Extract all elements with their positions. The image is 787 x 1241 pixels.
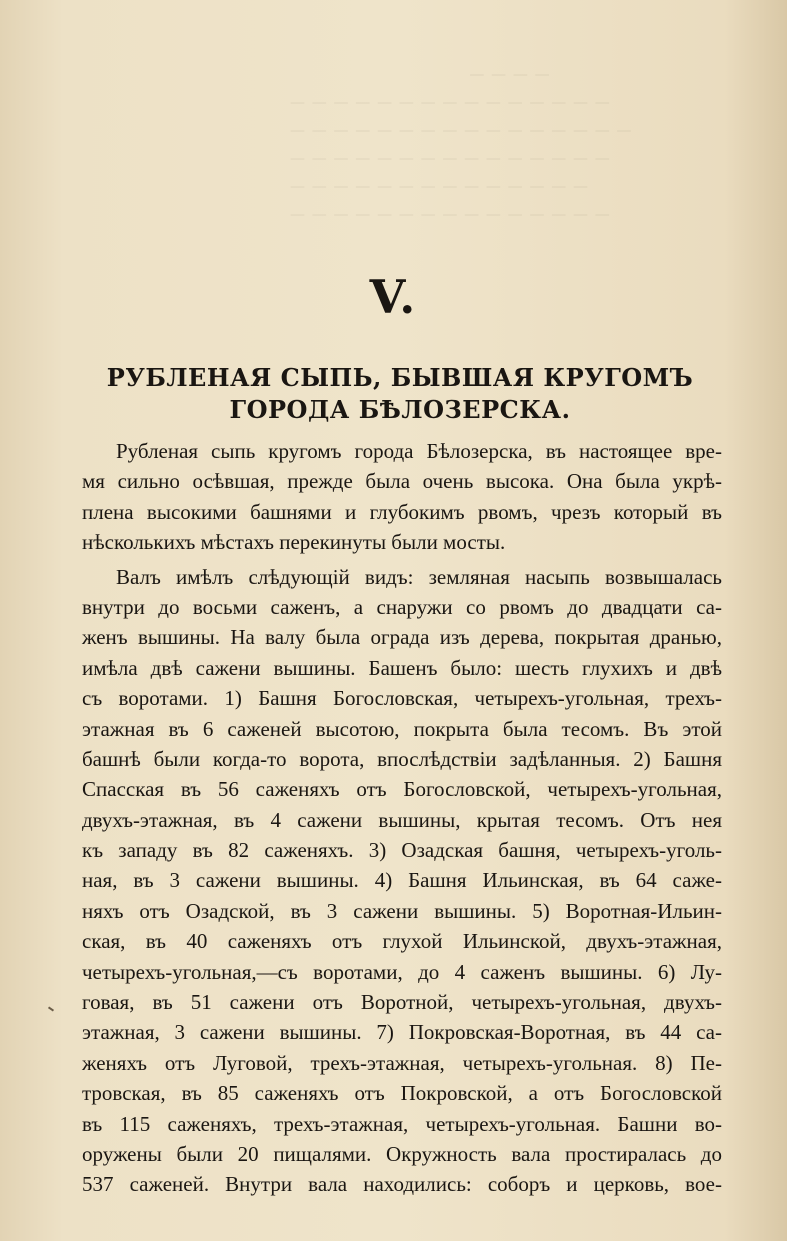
text-line: съ воротами. 1) Башня Богословская, четырехъ-угольная, трехъ-	[82, 686, 722, 711]
text-line: этажная, 3 сажени вышины. 7) Покровская-Воротная, въ 44 са-	[82, 1020, 722, 1045]
heading-line: ГОРОДА БѢЛОЗЕРСКА.	[229, 395, 571, 424]
text-line: женяхъ отъ Луговой, трехъ-этажная, четырехъ-угольная. 8) Пе-	[82, 1050, 722, 1075]
text-line: Спасская въ 56 саженяхъ отъ Богословской, четырехъ-угольная,	[82, 777, 722, 802]
text-line: женъ вышины. На валу была ограда изъ дерева, покрытая дранью,	[82, 625, 722, 650]
text-line: ская, въ 40 саженяхъ отъ глухой Ильинской, двухъ-этажная,	[82, 929, 722, 954]
margin-mark	[48, 1006, 54, 1011]
text-line: оружены были 20 пищалями. Окружность вала простиралась до	[82, 1141, 722, 1166]
text-line: этажная въ 6 саженей высотою, покрыта была тесомъ. Въ этой	[82, 716, 722, 741]
text-line: къ западу въ 82 саженяхъ. 3) Озадская башня, четырехъ-уголь-	[82, 838, 722, 863]
paragraph	[82, 562, 722, 1200]
text-line: нѣсколькихъ мѣстахъ перекинуты были мосты.	[82, 530, 506, 555]
text-line: 537 саженей. Внутри вала находились: соборъ и церковь, вое-	[82, 1172, 722, 1197]
text-line: въ 115 саженяхъ, трехъ-этажная, четырехъ-угольная. Башни во-	[82, 1111, 722, 1136]
text-line: четырехъ-угольная,—съ воротами, до 4 саженъ вышины. 6) Лу-	[82, 959, 722, 984]
text-line: башнѣ были когда-то ворота, впослѣдствіи задѣланныя. 2) Башня	[82, 746, 722, 771]
section-numeral: V.	[369, 270, 418, 324]
text-line: мя сильно осѣвшая, прежде была очень высока. Она была укрѣ-	[82, 469, 722, 494]
text-line: двухъ-этажная, въ 4 сажени вышины, крытая тесомъ. Отъ нея	[82, 807, 722, 832]
text-line: няхъ отъ Озадской, въ 3 сажени вышины. 5) Воротная-Ильин-	[82, 898, 722, 923]
heading-line: РУБЛЕНАЯ СЫПЬ, БЫВШАЯ КРУГОМЪ	[106, 363, 694, 392]
show-through-text: — — — — — — — — — — — — — — — — — — — — — — — — — — — — — — — — — — — — — — — — — — — — — — — — — — — — — — — — — — — — — — — — — — — — — — — — — — — — — — —	[290, 65, 633, 223]
chapter-heading	[60, 362, 740, 426]
paragraph	[82, 436, 722, 558]
text-line: Валъ имѣлъ слѣдующій видъ: земляная насыпь возвышалась	[116, 564, 722, 589]
text-line: плена высокими башнями и глубокимъ рвомъ, чрезъ который въ	[82, 499, 722, 524]
text-line: внутри до восьми саженъ, а снаружи со рвомъ до двадцати са-	[82, 594, 722, 619]
text-line: ная, въ 3 сажени вышины. 4) Башня Ильинская, въ 64 саже-	[82, 868, 722, 893]
text-line: Рубленая сыпь кругомъ города Бѣлозерска, въ настоящее вре-	[116, 439, 722, 463]
text-line: имѣла двѣ сажени вышины. Башенъ было: шесть глухихъ и двѣ	[82, 655, 722, 680]
body-text	[82, 436, 722, 1200]
text-line: тровская, въ 85 саженяхъ отъ Покровской, а отъ Богословской	[82, 1081, 722, 1106]
text-line: говая, въ 51 сажени отъ Воротной, четырехъ-угольная, двухъ-	[82, 990, 722, 1015]
